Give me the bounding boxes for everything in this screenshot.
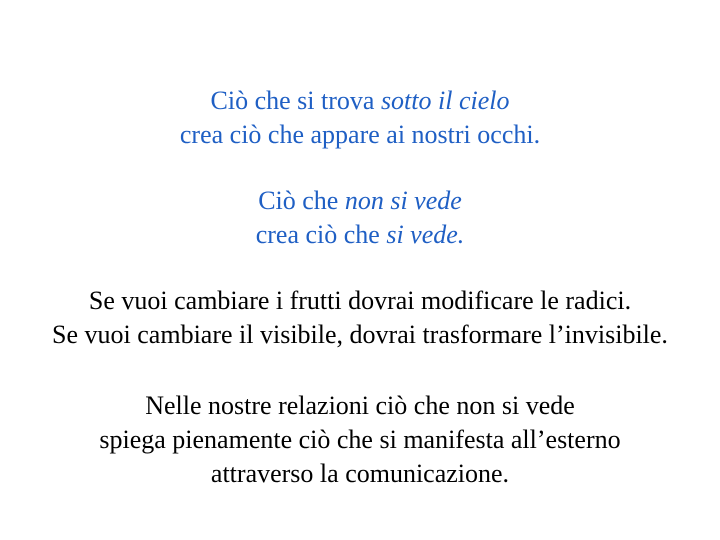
italic-fragment: non si vede xyxy=(344,186,462,215)
stanza-unseen xyxy=(0,184,720,252)
text-fragment: crea ciò che xyxy=(255,220,387,249)
stanza-change-line-2: Se vuoi cambiare il visibile, dovrai trasformare l’invisibile. xyxy=(52,320,668,349)
stanza-relations-line-3: attraverso la comunicazione. xyxy=(210,459,510,488)
stanza-relations-line-1: Nelle nostre relazioni ciò che non si vede xyxy=(145,391,575,420)
text-fragment: Ciò che si trova xyxy=(210,86,381,115)
text-fragment: Ciò che xyxy=(258,186,345,215)
stanza-sky xyxy=(0,84,720,152)
stanza-sky-line-1 xyxy=(0,84,720,118)
italic-fragment: si vede. xyxy=(386,220,465,249)
italic-fragment: sotto il cielo xyxy=(380,86,510,115)
stanza-relations-line-2: spiega pienamente ciò che si manifesta all’esterno xyxy=(99,425,621,454)
stanza-change-line-1: Se vuoi cambiare i frutti dovrai modificare le radici. xyxy=(88,286,632,315)
stanza-relations xyxy=(0,389,720,491)
stanza-unseen-line-2 xyxy=(0,218,720,252)
stanza-change xyxy=(0,284,720,352)
stanza-sky-line-2: crea ciò che appare ai nostri occhi. xyxy=(179,120,541,149)
stanza-unseen-line-1 xyxy=(0,184,720,218)
